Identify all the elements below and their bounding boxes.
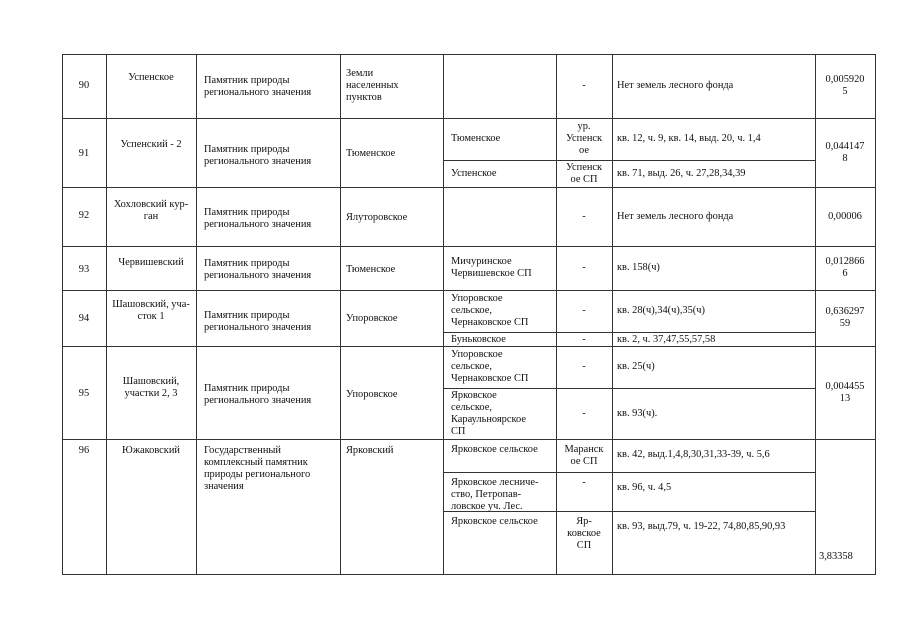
district-text: Тюменское — [346, 148, 396, 159]
forestry-text: - — [582, 361, 586, 372]
settlement-text: Ярковское — [451, 390, 497, 401]
forestry-text: Маранск — [564, 444, 604, 455]
grid-line — [62, 439, 876, 440]
district-text: Упоровское — [346, 389, 398, 400]
district-text: Ярковский — [346, 445, 394, 456]
settlement-text: СП — [451, 426, 466, 437]
settlement-text: Упоровское — [451, 293, 503, 304]
area-value: 6 — [842, 268, 848, 279]
area-value: 0,012866 — [825, 256, 865, 267]
settlement-text: Ярковское лесниче- — [451, 477, 539, 488]
category-text: Памятник природы — [204, 144, 290, 155]
category-text: Памятник природы — [204, 258, 290, 269]
quarters-text: кв. 96, ч. 4,5 — [617, 482, 672, 493]
quarters-text: кв. 71, выд. 26, ч. 27,28,34,39 — [617, 167, 746, 179]
grid-line — [443, 388, 816, 389]
grid-line — [340, 54, 341, 575]
area-value: 0,044147 — [825, 140, 865, 152]
grid-line — [875, 54, 876, 575]
district-text: пунктов — [346, 92, 382, 103]
object-name: Шашовский, — [122, 376, 180, 387]
settlement-text: Мичуринское — [451, 256, 512, 267]
category-text: Памятник природы — [204, 207, 290, 218]
category-text: значения — [204, 481, 244, 492]
grid-line — [443, 160, 816, 161]
area-value: 3,83358 — [819, 551, 853, 562]
settlement-text: Червишевское СП — [451, 268, 532, 279]
quarters-text: кв. 42, выд.1,4,8,30,31,33-39, ч. 5,6 — [617, 449, 770, 460]
settlement-text: Чернаковское СП — [451, 317, 529, 328]
grid-line — [196, 54, 197, 575]
quarters-text: Нет земель лесного фонда — [617, 80, 734, 91]
row-number: 94 — [78, 313, 90, 324]
object-name: Шашовский, уча- — [112, 299, 190, 310]
settlement-text: Буньковское — [451, 334, 506, 345]
object-name: сток 1 — [137, 311, 165, 322]
forestry-text: - — [582, 305, 586, 316]
grid-line — [443, 54, 444, 575]
settlement-text: сельское, — [451, 305, 492, 316]
area-value: 0,00006 — [828, 210, 862, 222]
quarters-text: кв. 93(ч). — [617, 407, 658, 419]
category-text: Государственный — [204, 445, 281, 456]
category-text: регионального значения — [204, 87, 312, 98]
quarters-text: кв. 25(ч) — [617, 361, 655, 372]
object-name: Червишевский — [118, 257, 184, 268]
quarters-text: кв. 12, ч. 9, кв. 14, выд. 20, ч. 1,4 — [617, 133, 761, 144]
forestry-text: ковское — [567, 528, 601, 539]
district-text: Тюменское — [346, 264, 396, 275]
grid-line — [62, 346, 876, 347]
object-name: Успенский - 2 — [120, 139, 182, 150]
area-value: 0,004455 — [825, 380, 865, 392]
object-name: ган — [143, 211, 159, 222]
grid-line — [62, 574, 876, 575]
settlement-text: сельское, — [451, 402, 492, 413]
forestry-text: - — [582, 80, 586, 91]
category-text: комплексный памятник — [204, 457, 308, 468]
row-number: 91 — [78, 148, 90, 159]
forestry-text: - — [582, 407, 586, 419]
row-number: 95 — [78, 388, 90, 399]
settlement-text: Упоровское — [451, 349, 503, 360]
object-name: участки 2, 3 — [124, 388, 178, 399]
settlement-text: Ярковское сельское — [451, 516, 538, 527]
grid-line — [612, 54, 613, 575]
area-value: 0,636297 — [825, 306, 865, 317]
settlement-text: ство, Петропав- — [451, 489, 522, 500]
category-text: регионального значения — [204, 156, 312, 167]
district-text: Ялуторовское — [346, 212, 408, 223]
district-text: Упоровское — [346, 313, 398, 324]
forestry-text: ое СП — [570, 456, 598, 467]
area-value: 13 — [839, 392, 851, 404]
category-text: регионального значения — [204, 395, 312, 406]
object-name: Южаковский — [122, 445, 180, 456]
area-value: 0,005920 — [825, 74, 865, 85]
grid-line — [443, 472, 816, 473]
quarters-text: кв. 158(ч) — [617, 262, 660, 273]
category-text: природы регионального — [204, 469, 311, 480]
forestry-text: ур. — [577, 121, 591, 132]
category-text: регионального значения — [204, 219, 312, 230]
row-number: 96 — [78, 445, 90, 456]
settlement-text: Ярковское сельское — [451, 444, 538, 455]
row-number: 92 — [78, 210, 90, 221]
area-value: 5 — [842, 86, 848, 97]
category-text: Памятник природы — [204, 383, 290, 394]
settlement-text: Чернаковское СП — [451, 373, 529, 384]
grid-line — [62, 118, 876, 119]
forestry-text: СП — [576, 540, 592, 551]
quarters-text: кв. 2, ч. 37,47,55,57,58 — [617, 334, 716, 345]
forestry-text: - — [582, 210, 586, 222]
settlement-text: Успенское — [451, 167, 497, 179]
forestry-text: Успенск — [565, 162, 603, 173]
object-name: Хохловский кур- — [113, 199, 189, 210]
forestry-text: ое — [579, 145, 589, 156]
category-text: Памятник природы — [204, 75, 290, 86]
settlement-text: сельское, — [451, 361, 492, 372]
row-number: 90 — [78, 80, 90, 91]
forestry-text: Успенск — [565, 133, 603, 144]
area-value: 59 — [839, 318, 851, 329]
forestry-text: - — [582, 477, 586, 488]
category-text: регионального значения — [204, 270, 312, 281]
district-text: населенных — [346, 80, 399, 91]
area-value: 8 — [842, 152, 848, 164]
forestry-text: - — [582, 334, 586, 345]
grid-line — [62, 246, 876, 247]
settlement-text: Караульноярское — [451, 414, 526, 425]
forestry-text: ое СП — [570, 174, 598, 185]
grid-line — [62, 54, 876, 55]
district-text: Земли — [346, 68, 374, 79]
category-text: Памятник природы — [204, 310, 290, 321]
quarters-text: кв. 28(ч),34(ч),35(ч) — [617, 305, 705, 316]
category-text: регионального значения — [204, 322, 312, 333]
settlement-text: Тюменское — [451, 133, 501, 144]
grid-line — [62, 187, 876, 188]
forestry-text: Яр- — [576, 516, 592, 527]
object-name: Успенское — [128, 72, 174, 83]
grid-line — [443, 332, 816, 333]
grid-line — [62, 290, 876, 291]
row-number: 93 — [78, 264, 90, 275]
forestry-text: - — [582, 262, 586, 273]
quarters-text: Нет земель лесного фонда — [617, 210, 734, 222]
settlement-text: ловское уч. Лес. — [451, 501, 523, 512]
quarters-text: кв. 93, выд.79, ч. 19-22, 74,80,85,90,93 — [617, 521, 786, 532]
